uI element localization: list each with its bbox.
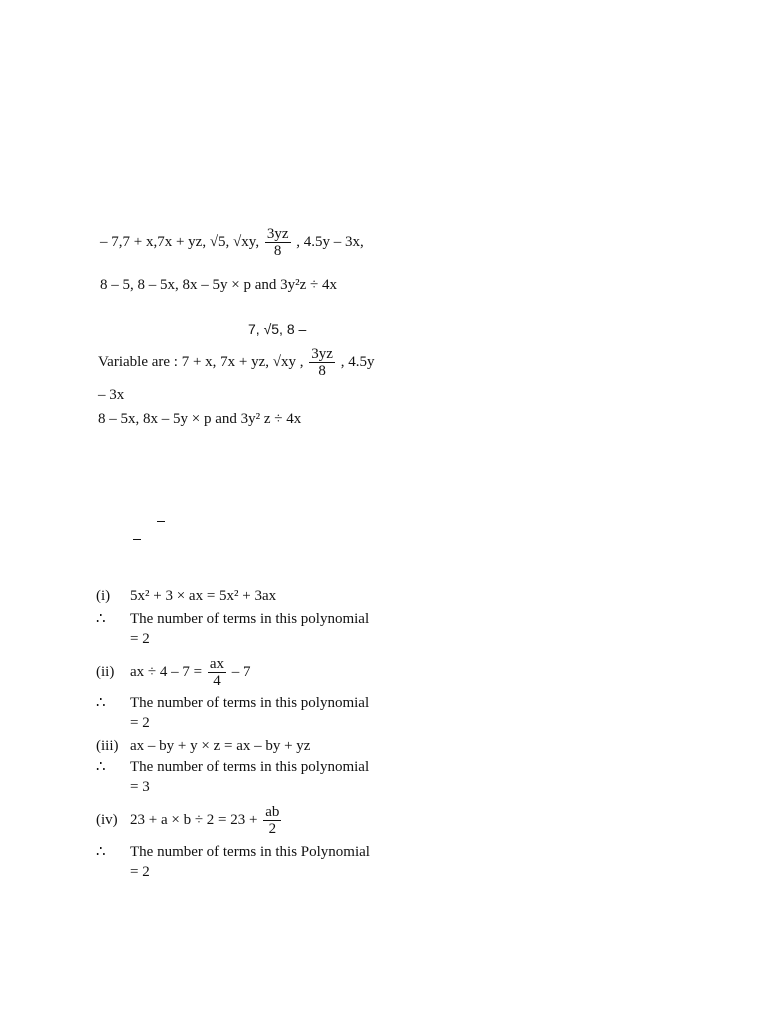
variables-line-1-b: , 4.5y: [340, 353, 375, 370]
fraction-denominator: 8: [273, 243, 282, 259]
variables-line-3: 8 – 5x, 8x – 5y × p and 3y² z ÷ 4x: [98, 411, 302, 427]
expressions-line-1: [100, 226, 364, 259]
therefore-symbol: ∴: [96, 611, 106, 627]
part-ii-text: The number of terms in this polynomial: [130, 695, 370, 711]
part-i-result: = 2: [130, 631, 150, 647]
fraction-denominator: 8: [318, 363, 326, 379]
part-ii-expr-b: – 7: [231, 663, 251, 680]
fraction-numerator: 3yz: [311, 346, 333, 362]
fraction-denominator: 2: [268, 821, 277, 837]
part-ii-expression: [96, 656, 251, 689]
stray-dash-2: [133, 539, 141, 540]
variables-line-1-a: Variable are : 7 + x, 7x + yz, √xy ,: [98, 353, 304, 370]
part-iii-label: (iii): [96, 738, 119, 754]
fraction-numerator: ax: [209, 656, 225, 672]
part-ii-result: = 2: [130, 715, 150, 731]
part-ii-label: (ii): [96, 663, 115, 680]
fraction-ax-over-4: [208, 656, 226, 689]
part-i-text: The number of terms in this polynomial: [130, 611, 370, 627]
part-i-expr: 5x² + 3 × ax = 5x² + 3ax: [130, 588, 277, 604]
variables-line-2: – 3x: [98, 387, 125, 403]
part-iii-text: The number of terms in this polynomial: [130, 759, 370, 775]
therefore-symbol: ∴: [96, 844, 106, 860]
fraction-numerator: 3yz: [266, 226, 289, 242]
part-ii-therefore-line: [96, 694, 369, 712]
part-ii-expr-a: ax ÷ 4 – 7 =: [130, 663, 203, 680]
part-i-therefore-line: [96, 610, 369, 628]
therefore-symbol: ∴: [96, 695, 106, 711]
fraction-numerator: ab: [265, 804, 280, 820]
fraction-denominator: 4: [213, 673, 221, 689]
part-iv-expr: 23 + a × b ÷ 2 = 23 +: [130, 811, 258, 828]
expressions-line-1-b: , 4.5y – 3x,: [296, 233, 364, 250]
part-iii-expr: ax – by + y × z = ax – by + yz: [130, 738, 311, 754]
fraction-ab-over-2: [263, 804, 281, 837]
expressions-line-1-a: – 7,7 + x,7x + yz, √5, √xy,: [100, 233, 260, 250]
part-i-expression: [96, 587, 276, 605]
constants-line: 7, √5, 8 –: [248, 321, 307, 337]
stray-dash-1: [157, 521, 165, 522]
expressions-line-2: 8 – 5, 8 – 5x, 8x – 5y × p and 3y²z ÷ 4x: [100, 277, 338, 293]
part-iv-text: The number of terms in this Polynomial: [130, 844, 370, 860]
part-iii-result: = 3: [130, 779, 150, 795]
part-iv-expression: [96, 804, 283, 837]
part-iv-therefore-line: [96, 843, 370, 861]
fraction-3yz-over-8: [265, 226, 291, 259]
part-iii-expression: [96, 737, 310, 755]
part-iv-label: (iv): [96, 811, 118, 828]
part-iv-result: = 2: [130, 864, 150, 880]
variables-line-1: [98, 346, 374, 379]
part-i-label: (i): [96, 588, 111, 604]
part-iii-therefore-line: [96, 758, 369, 776]
fraction-3yz-over-8-variables: [309, 346, 335, 379]
therefore-symbol: ∴: [96, 759, 106, 775]
